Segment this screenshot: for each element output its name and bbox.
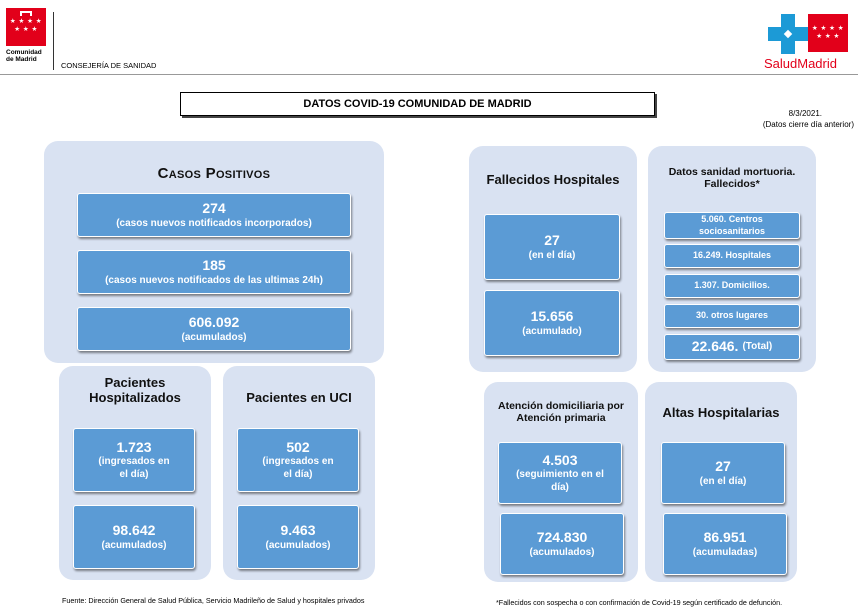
- atencion-title: [484, 400, 638, 424]
- label-line2: el día): [283, 468, 313, 480]
- stars-icon: ★ ★ ★ ★ ★ ★ ★: [811, 25, 845, 40]
- label-line1: 5.060. Centros: [701, 214, 763, 225]
- crown-icon: [20, 11, 32, 16]
- value: 502: [286, 438, 310, 455]
- hospitalizados-acumulados-box: [73, 505, 195, 569]
- value: 9.463: [280, 522, 316, 538]
- atencion-dia-box: [498, 442, 622, 504]
- label: (acumulados): [529, 546, 595, 558]
- madrid-flag-icon: [808, 14, 848, 52]
- atencion-domiciliaria-panel: [484, 382, 638, 582]
- fallecidos-title: Fallecidos Hospitales: [486, 172, 620, 187]
- uci-panel: [223, 366, 375, 580]
- header-rule: [0, 74, 858, 75]
- hospitalizados-dia-box: [73, 428, 195, 492]
- uci-title: Pacientes en UCI: [246, 390, 352, 405]
- madrid-flag-icon: [6, 8, 46, 46]
- mortuoria-title: [648, 166, 816, 190]
- value: 1.723: [116, 438, 152, 455]
- casos-positivos-title: Casos Positivos: [157, 165, 271, 182]
- label-line1: (ingresados en: [262, 456, 334, 468]
- altas-dia-box: [661, 442, 785, 504]
- comunidad-madrid-logo: [6, 8, 52, 63]
- cm-name-line2: de Madrid: [6, 56, 37, 63]
- title-line1: Atención domiciliaria por: [497, 400, 625, 412]
- value: 185: [202, 257, 226, 273]
- atencion-acumulados-box: [500, 513, 624, 575]
- total-label: (Total): [742, 340, 773, 352]
- title-line1: Pacientes: [104, 375, 166, 390]
- value: 4.503: [542, 451, 578, 468]
- label-line2: día): [551, 481, 569, 493]
- page-title: DATOS COVID-19 COMUNIDAD DE MADRID: [180, 92, 655, 116]
- label: (acumulados): [101, 539, 167, 551]
- title-line2: Atención primaria: [516, 412, 606, 424]
- value: 15.656: [530, 308, 574, 324]
- title-line2: Fallecidos*: [704, 178, 760, 190]
- label: (casos nuevos notificados de las ultimas 24h): [105, 274, 323, 286]
- label-line2: sociosanitarios: [698, 225, 766, 236]
- value: 27: [544, 232, 560, 248]
- altas-acumuladas-box: [663, 513, 787, 575]
- label: (acumulados): [181, 331, 247, 343]
- label: (acumuladas): [692, 546, 758, 558]
- consejeria-label: CONSEJERÍA DE SANIDAD: [61, 61, 157, 70]
- casos-positivos-panel: [44, 141, 384, 363]
- total-value: 22.646.: [691, 338, 739, 355]
- value: 724.830: [536, 529, 588, 545]
- mortuoria-sociosanitarios-box: [664, 212, 800, 239]
- uci-acumulados-box: [237, 505, 359, 569]
- report-date: 8/3/2021.: [788, 109, 822, 118]
- label-line1: (ingresados en: [98, 456, 170, 468]
- mortuoria-panel: [648, 146, 816, 372]
- mortuoria-domicilios-box: [664, 274, 800, 298]
- altas-panel: [645, 382, 797, 582]
- label: 1.307. Domicilios.: [694, 280, 770, 291]
- label: (acumulados): [265, 539, 331, 551]
- casos-nuevos-incorporados-box: [77, 193, 351, 237]
- fallecidos-footnote: *Fallecidos con sospecha o con confirmación de Covid-19 según certificado de defunción.: [496, 598, 783, 607]
- header-divider: [53, 12, 54, 70]
- cm-name: [6, 49, 52, 63]
- mortuoria-total-box: [664, 334, 800, 360]
- cm-name-line1: Comunidad: [6, 49, 42, 56]
- label: (en el día): [699, 475, 747, 487]
- label: 30. otros lugares: [695, 310, 769, 321]
- label: (acumulado): [522, 325, 582, 337]
- label-line2: el día): [119, 468, 149, 480]
- value: 98.642: [112, 522, 156, 538]
- mortuoria-hospitales-box: [664, 244, 800, 268]
- fallecidos-panel: [469, 146, 637, 372]
- mortuoria-otros-box: [664, 304, 800, 328]
- title-line2: Hospitalizados: [89, 390, 181, 405]
- label: (casos nuevos notificados incorporados): [116, 217, 312, 229]
- title-line1: Datos sanidad mortuoria.: [668, 166, 796, 178]
- fallecidos-acumulado-box: [484, 290, 620, 356]
- salud-madrid-logo: [762, 10, 852, 72]
- stars-icon: ★ ★ ★ ★ ★ ★ ★: [9, 18, 43, 33]
- label: 16.249. Hospitales: [692, 250, 772, 261]
- report-date-note: (Datos cierre día anterior): [762, 120, 854, 129]
- value: 606.092: [188, 314, 240, 330]
- salud-madrid-wordmark: SaludMadrid: [764, 56, 837, 71]
- fallecidos-dia-box: [484, 214, 620, 280]
- hospitalizados-title: [59, 375, 211, 405]
- casos-nuevos-24h-box: [77, 250, 351, 294]
- hospitalizados-panel: [59, 366, 211, 580]
- label-line1: (seguimiento en el: [516, 469, 604, 481]
- medical-cross-icon: [768, 14, 808, 54]
- casos-acumulados-box: [77, 307, 351, 351]
- source-note: Fuente: Dirección General de Salud Pública, Servicio Madrileño de Salud y hospitales privados: [62, 596, 365, 605]
- uci-dia-box: [237, 428, 359, 492]
- altas-title: Altas Hospitalarias: [662, 405, 780, 420]
- value: 86.951: [703, 529, 747, 545]
- label: (en el día): [528, 249, 576, 261]
- value: 27: [715, 458, 731, 474]
- value: 274: [202, 200, 226, 216]
